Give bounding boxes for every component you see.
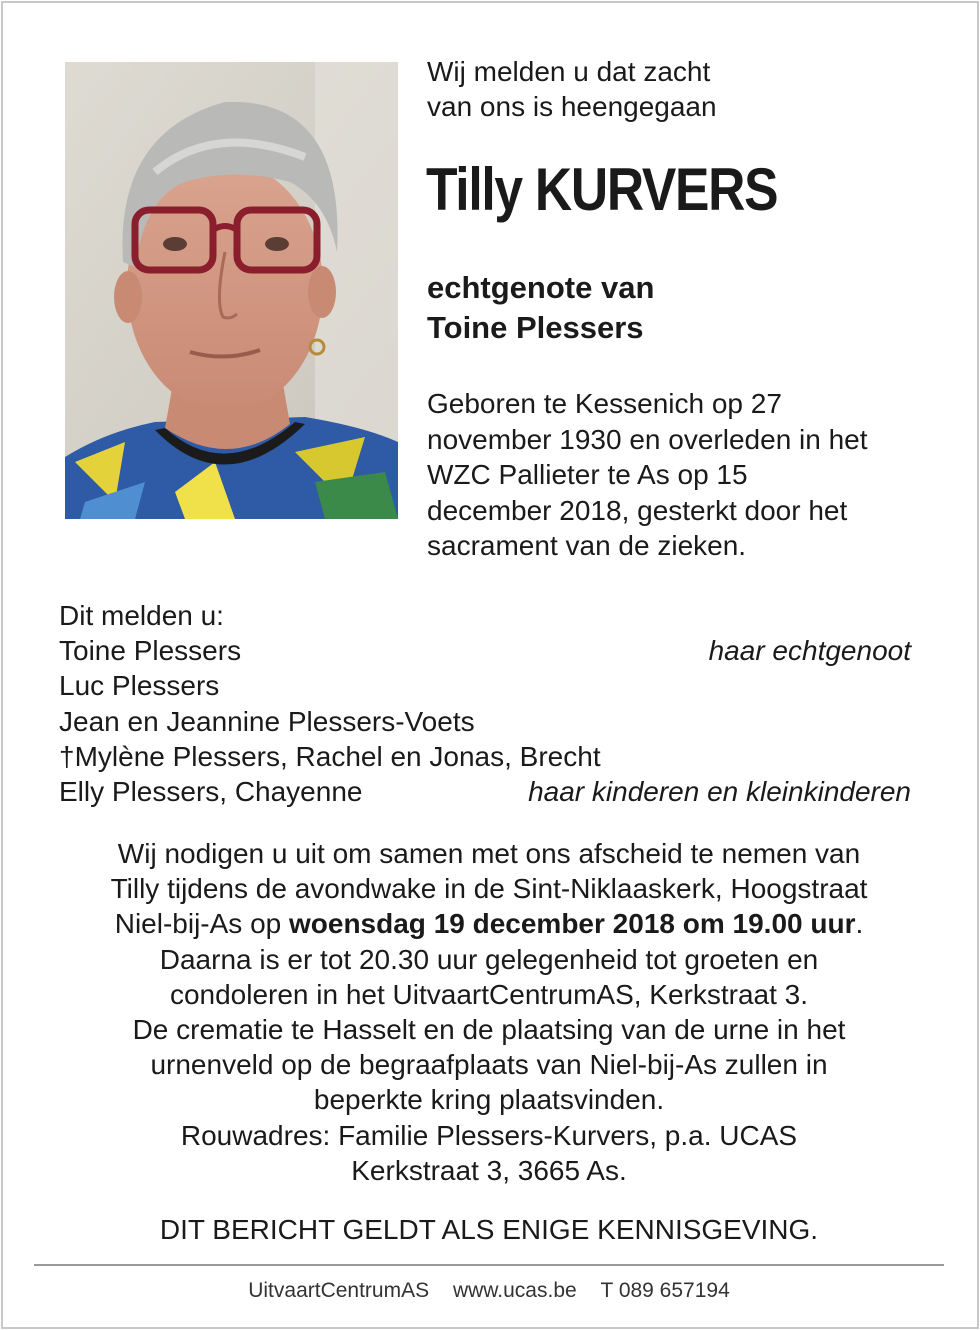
- intro-text: [427, 54, 717, 124]
- biography: [427, 386, 868, 564]
- intro-line: Wij melden u dat zacht: [427, 56, 711, 87]
- invitation-line: De crematie te Hasselt en de plaatsing van de urne in het: [132, 1014, 846, 1046]
- invitation-line: condoleren in het UitvaartCentrumAS, Kerkstraat 3.: [169, 978, 809, 1010]
- mourner-role: haar echtgenoot: [708, 635, 911, 667]
- mourners-heading: Dit melden u:: [59, 600, 224, 631]
- bio-line: december 2018, gesterkt door het: [427, 494, 848, 526]
- mourner-name: Elly Plessers, Chayenne: [59, 775, 363, 807]
- invitation-line: [30, 906, 948, 941]
- bio-line: WZC Pallieter te As op 15: [427, 459, 748, 490]
- invitation-suffix: .: [855, 908, 864, 940]
- invitation-line: Daarna is er tot 20.30 uur gelegenheid tot groeten en: [159, 943, 819, 975]
- official-notice: DIT BERICHT GELDT ALS ENIGE KENNISGEVING.: [159, 1214, 819, 1245]
- portrait-photo: [65, 62, 398, 519]
- mourner-name: Jean en Jeannine Plessers-Voets: [59, 705, 475, 737]
- service-date-time: woensdag 19 december 2018 om 19.00 uur: [289, 908, 856, 940]
- mourner-name: †Mylène Plessers, Rachel en Jonas, Brecht: [59, 740, 601, 772]
- intro-line: van ons is heengegaan: [427, 91, 717, 122]
- bio-line: november 1930 en overleden in het: [427, 423, 868, 455]
- portrait-illustration: [65, 62, 398, 519]
- invitation-prefix: Niel-bij-As op: [114, 908, 289, 940]
- spouse-line: Toine Plessers: [427, 310, 644, 345]
- deceased-name: Tilly KURVERS: [426, 156, 778, 223]
- footer: [30, 1278, 948, 1304]
- invitation-line: Rouwadres: Familie Plessers-Kurvers, p.a. UCAS: [180, 1119, 798, 1151]
- mourners-list: [59, 598, 911, 809]
- footer-website[interactable]: www.ucas.be: [452, 1279, 577, 1302]
- invitation-text: [30, 836, 948, 1188]
- spouse-line: echtgenote van: [427, 270, 655, 305]
- mourner-row: [59, 668, 911, 703]
- mourner-role: haar kinderen en kleinkinderen: [528, 775, 911, 807]
- invitation-line: Kerkstraat 3, 3665 As.: [351, 1154, 627, 1186]
- mourner-row: [59, 633, 911, 668]
- invitation-line: Tilly tijdens de avondwake in de Sint-Niklaaskerk, Hoogstraat: [110, 873, 868, 905]
- mourner-row: [59, 739, 911, 774]
- bio-line: sacrament van de zieken.: [427, 530, 747, 561]
- spouse-info: [427, 268, 654, 348]
- invitation-line: beperkte kring plaatsvinden.: [313, 1084, 665, 1116]
- invitation-line: Wij nodigen u uit om samen met ons afscheid te nemen van: [117, 838, 861, 869]
- mourner-row: [59, 704, 911, 739]
- footer-phone: T 089 657194: [600, 1279, 730, 1302]
- mourner-row: [59, 774, 911, 809]
- footer-company: UitvaartCentrumAS: [248, 1279, 430, 1302]
- mourner-name: Luc Plessers: [59, 670, 220, 702]
- footer-divider: [34, 1264, 944, 1266]
- bio-line: Geboren te Kessenich op 27: [427, 388, 782, 419]
- invitation-line: urnenveld op de begraafplaats van Niel-bij-As zullen in: [150, 1049, 828, 1081]
- mourner-name: Toine Plessers: [59, 635, 242, 667]
